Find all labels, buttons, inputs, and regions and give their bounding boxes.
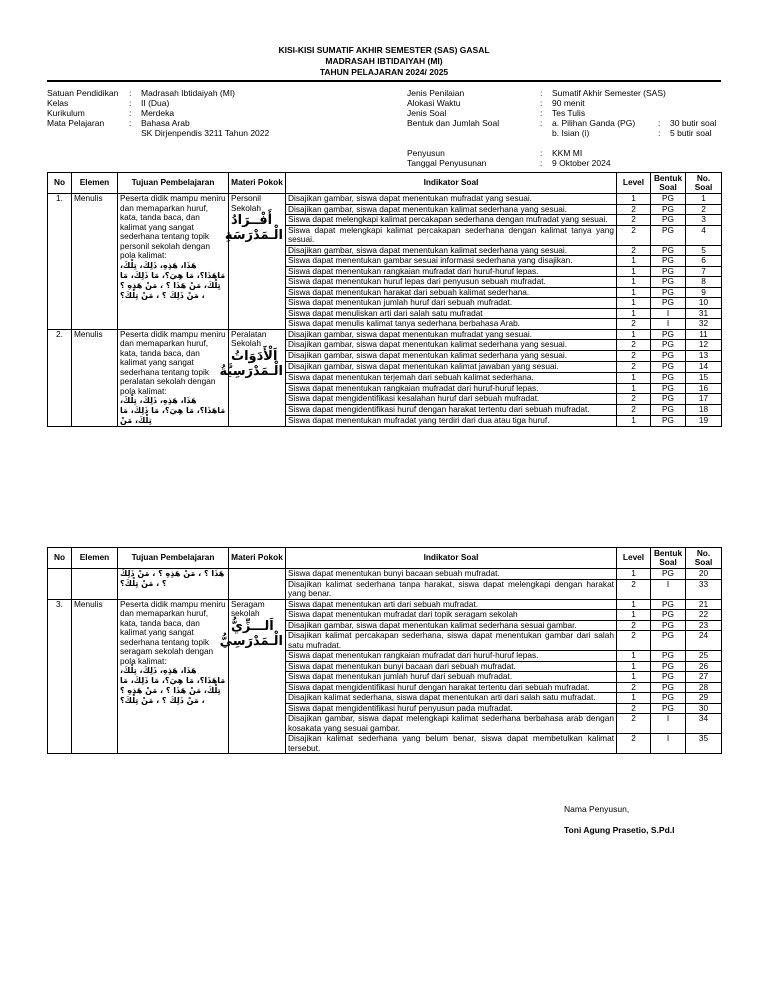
- info-value: Madrasah Ibtidaiyah (MI): [141, 88, 236, 98]
- info-sep2: :: [658, 128, 661, 138]
- tujuan-arabic-text: هَذَا ؟ ، مَنْ هَذِهِ ؟ ، مَنْ ذَلِكَ ؟ ، مَنْ تِلْكَ؟: [120, 569, 225, 588]
- level-cell: 2: [617, 631, 651, 651]
- level-cell: 2: [617, 394, 651, 405]
- bentuk-cell: PG: [651, 256, 686, 267]
- materi-arabic-text: اَلْأَدَوَاتُ الْـمَدْرَسِيَّةُ: [219, 348, 283, 379]
- indikator-cell: Disajikan gambar, siswa dapat menentukan kalimat sederhana yang sesuai.: [286, 245, 617, 256]
- info-row: [407, 98, 716, 108]
- nosoal-cell: 19: [686, 416, 722, 427]
- indikator-cell: Siswa dapat menentukan huruf lepas dari penyusun sebuah mufradat.: [286, 277, 617, 288]
- indikator-cell: Siswa dapat mengidentifikasi huruf dengan harakat tertentu dari sebuah mufradat.: [286, 405, 617, 416]
- info-sep: :: [129, 108, 132, 118]
- bentuk-cell: PG: [651, 361, 686, 372]
- nosoal-cell: 30: [686, 703, 722, 714]
- col-header-nosoal: No. Soal: [686, 548, 722, 569]
- level-cell: 1: [617, 194, 651, 205]
- nosoal-cell: 26: [686, 661, 722, 672]
- tujuan-arabic-text: هَذَا، هَذِهِ، ذَلِكَ، تِلْكَ، مَاهَذَا؟، مَا هِيَ؟، مَا ذَلِكَ، مَا تِلْكَ، مَنْ هَذَا ؟ ، مَنْ هَذِهِ ؟ ، مَنْ ذَلِكَ ؟ ، مَنْ تِلْكَ؟: [120, 260, 226, 300]
- kisi-table-page2: [47, 547, 722, 754]
- nosoal-cell: 17: [686, 394, 722, 405]
- bentuk-cell: PG: [651, 277, 686, 288]
- info-sep: :: [129, 88, 132, 98]
- level-cell: 2: [617, 405, 651, 416]
- table-row: [48, 194, 722, 205]
- level-cell: 2: [617, 319, 651, 330]
- col-header-materi: Materi Pokok: [229, 173, 286, 194]
- indikator-cell: Disajikan kalimat sederhana yang belum benar, siswa dapat membetulkan kalimat tersebut.: [286, 734, 617, 754]
- col-header-no: No: [48, 548, 72, 569]
- indikator-cell: Siswa dapat menentukan rangkaian mufradat dari huruf-huruf lepas.: [286, 266, 617, 277]
- indikator-cell: Siswa dapat menentukan arti dari sebuah mufradat.: [286, 599, 617, 610]
- bentuk-cell: PG: [651, 372, 686, 383]
- col-header-nosoal: No. Soal: [686, 173, 722, 194]
- col-header-elemen: Elemen: [72, 548, 118, 569]
- info-sep: :: [540, 148, 543, 158]
- materi-arabic-text: اَلـــزِّيُّ الْـمَدْرَسِيُّ: [219, 618, 283, 649]
- level-cell: 1: [617, 256, 651, 267]
- nosoal-cell: 9: [686, 287, 722, 298]
- indikator-cell: Siswa dapat menentukan rangkaian mufradat dari huruf-huruf lepas.: [286, 383, 617, 394]
- level-cell: 1: [617, 298, 651, 309]
- nosoal-cell: 20: [686, 569, 722, 580]
- bentuk-cell: PG: [651, 569, 686, 580]
- nosoal-cell: 6: [686, 256, 722, 267]
- info-row: [47, 108, 269, 118]
- indikator-cell: Siswa dapat mengidentifikasi huruf penyusun pada mufradat.: [286, 703, 617, 714]
- indikator-cell: Disajikan gambar, siswa dapat menentukan mufradat yang sesuai.: [286, 329, 617, 340]
- nosoal-cell: 10: [686, 298, 722, 309]
- info-label: Kelas: [47, 98, 69, 108]
- info-label: [47, 128, 129, 138]
- bentuk-cell: PG: [651, 405, 686, 416]
- nosoal-cell: 23: [686, 620, 722, 631]
- level-cell: 1: [617, 693, 651, 704]
- info-value: Merdeka: [141, 108, 175, 118]
- nosoal-cell: 24: [686, 631, 722, 651]
- info-value: SK Dirjenpendis 3211 Tahun 2022: [141, 128, 270, 138]
- materi-text: Seragam sekolah: [231, 598, 265, 618]
- tujuan-text: Peserta didik mampu meniru dan memaparkan huruf, kata, tanda baca, dan kalimat yang sangat sederhana tentang topik seragam sekolah dengan pola kalimat:: [120, 598, 226, 666]
- bentuk-cell: PG: [651, 599, 686, 610]
- info-value: Tes Tulis: [552, 108, 586, 118]
- info-row: [47, 118, 269, 128]
- nosoal-cell: 2: [686, 204, 722, 215]
- tujuan-cell: [118, 569, 229, 600]
- materi-cell: [224, 193, 286, 330]
- nosoal-cell: 4: [686, 225, 722, 245]
- col-header-tujuan: Tujuan Pembelajaran: [118, 173, 229, 194]
- info-label: Satuan Pendidikan: [47, 88, 119, 98]
- elemen-cell: [72, 569, 118, 600]
- info-sep: :: [540, 158, 543, 168]
- level-cell: 1: [617, 610, 651, 621]
- nosoal-cell: 12: [686, 340, 722, 351]
- info-value: Bahasa Arab: [141, 118, 190, 128]
- col-header-tujuan: Tujuan Pembelajaran: [118, 548, 229, 569]
- level-cell: 1: [617, 569, 651, 580]
- bentuk-cell: I: [651, 579, 686, 599]
- info-sep2: [658, 88, 670, 98]
- col-header-bentuk: Bentuk Soal: [651, 548, 686, 569]
- tujuan-cell: [118, 599, 229, 754]
- info-sep2: [658, 148, 670, 158]
- info-value: 9 Oktober 2024: [552, 158, 611, 168]
- indikator-cell: Disajikan kalimat sederhana tanpa harakat, siswa dapat melengkapi dengan harakat yang benar.: [286, 579, 617, 599]
- info-row: [407, 128, 716, 138]
- indikator-cell: Disajikan gambar, siswa dapat menentukan kalimat sederhana yang sesuai.: [286, 204, 617, 215]
- nosoal-cell: 28: [686, 682, 722, 693]
- level-cell: 2: [617, 714, 651, 734]
- bentuk-cell: PG: [651, 383, 686, 394]
- info-sep2: [658, 108, 670, 118]
- level-cell: 2: [617, 245, 651, 256]
- info-label: Kurikulum: [47, 108, 85, 118]
- bentuk-cell: I: [651, 714, 686, 734]
- info-row: [407, 148, 716, 158]
- bentuk-cell: PG: [651, 651, 686, 662]
- doc-title-line3: TAHUN PELAJARAN 2024/ 2025: [319, 67, 449, 77]
- col-header-indikator: Indikator Soal: [286, 548, 617, 569]
- indikator-cell: Siswa dapat mengidentifikasi kesalahan huruf dari sebuah mufradat.: [286, 394, 617, 405]
- indikator-cell: Siswa dapat menentukan jumlah huruf dari sebuah mufradat.: [286, 298, 617, 309]
- nosoal-cell: 27: [686, 672, 722, 683]
- info-sep2: [658, 98, 670, 108]
- level-cell: 2: [617, 215, 651, 226]
- bentuk-cell: PG: [651, 394, 686, 405]
- indikator-cell: Siswa dapat menuliskan arti dari salah satu mufradat: [286, 308, 617, 319]
- info-label: Mata Pelajaran: [47, 118, 105, 128]
- bentuk-cell: PG: [651, 351, 686, 362]
- bentuk-cell: PG: [651, 225, 686, 245]
- info-sep: [129, 128, 141, 138]
- col-header-indikator: Indikator Soal: [286, 173, 617, 194]
- col-header-materi: Materi Pokok: [229, 548, 286, 569]
- tujuan-text: Peserta didik mampu meniru dan memaparkan huruf, kata, tanda baca, dan kalimat yang sangat sederhana tentang topik personil sekolah dengan pola kalimat:: [120, 193, 226, 260]
- indikator-cell: Siswa dapat menentukan jumlah huruf dari sebuah mufradat.: [286, 672, 617, 683]
- nosoal-cell: 14: [686, 361, 722, 372]
- col-header-level: Level: [617, 548, 651, 569]
- materi-cell: [219, 328, 286, 427]
- table-row: [48, 329, 722, 340]
- info-sep: :: [540, 88, 543, 98]
- no-cell: 3.: [48, 599, 72, 754]
- bentuk-cell: PG: [651, 610, 686, 621]
- level-cell: 2: [617, 361, 651, 372]
- level-cell: 1: [617, 661, 651, 672]
- info-row: [407, 108, 716, 118]
- table-row: [48, 569, 722, 580]
- info-row: [407, 158, 716, 168]
- indikator-cell: Siswa dapat melengkapi kalimat percakapan sederhana dengan kalimat tanya yang sesuai.: [286, 225, 617, 245]
- indikator-cell: Siswa dapat melengkapi kalimat percakapan sederhana dengan mufradat yang sesuai.: [286, 215, 617, 226]
- no-cell: 1.: [48, 194, 72, 330]
- info-label: [407, 128, 540, 138]
- bentuk-cell: PG: [651, 672, 686, 683]
- info-label: Tanggal Penyusunan: [407, 158, 487, 168]
- bentuk-cell: PG: [651, 245, 686, 256]
- tujuan-arabic-text: هَذَا، هَذِهِ، ذَلِكَ، تِلْكَ، مَاهَذَا؟، مَا هِيَ؟، مَا ذَلِكَ، مَا تِلْكَ، مَنْ: [120, 396, 226, 425]
- bentuk-cell: PG: [651, 416, 686, 427]
- bentuk-cell: PG: [651, 661, 686, 672]
- tujuan-cell: [118, 194, 229, 330]
- indikator-cell: Siswa dapat menentukan harakat dari sebuah kalimat sederhana.: [286, 287, 617, 298]
- kisi-table-page1: [47, 172, 722, 427]
- nosoal-cell: 11: [686, 329, 722, 340]
- info-sep: :: [129, 118, 132, 128]
- info-extra: 30 butir soal: [670, 118, 717, 128]
- bentuk-cell: I: [651, 319, 686, 330]
- indikator-cell: Siswa dapat menentukan terjemah dari sebuah kalimat sederhana.: [286, 372, 617, 383]
- col-header-bentuk: Bentuk Soal: [651, 173, 686, 194]
- info-right: [407, 88, 716, 168]
- info-sep2: :: [658, 118, 661, 128]
- bentuk-cell: PG: [651, 340, 686, 351]
- tujuan-text: Peserta didik mampu meniru dan memaparkan huruf, kata, tanda baca, dan kalimat yang sangat sederhana tentang topik peralatan sekolah dengan pola kalimat:: [120, 328, 226, 396]
- info-sep: [540, 128, 552, 138]
- info-label: Jenis Penilaian: [407, 88, 465, 98]
- info-sep: :: [540, 98, 543, 108]
- level-cell: 2: [617, 351, 651, 362]
- bentuk-cell: PG: [651, 329, 686, 340]
- level-cell: 2: [617, 340, 651, 351]
- indikator-cell: Siswa dapat menentukan mufradat dari topik seragam sekolah: [286, 610, 617, 621]
- info-row: [407, 88, 716, 98]
- bentuk-cell: I: [651, 734, 686, 754]
- level-cell: 1: [617, 672, 651, 683]
- indikator-cell: Disajikan gambar, siswa dapat menentukan mufradat yang sesuai.: [286, 194, 617, 205]
- info-value: II (Dua): [141, 98, 170, 108]
- header-divider: [47, 80, 721, 82]
- info-row: [407, 118, 716, 128]
- info-sep: :: [540, 118, 543, 128]
- bentuk-cell: PG: [651, 298, 686, 309]
- level-cell: 2: [617, 204, 651, 215]
- elemen-cell: Menulis: [72, 194, 118, 330]
- info-sep2: [658, 158, 670, 168]
- level-cell: 1: [617, 599, 651, 610]
- info-value: a. Pilihan Ganda (PG): [552, 118, 636, 128]
- no-cell: 2.: [48, 329, 72, 427]
- info-extra: 5 butir soal: [670, 128, 712, 138]
- indikator-cell: Siswa dapat menentukan gambar sesuai informasi sederhana yang disajikan.: [286, 256, 617, 267]
- info-left: [47, 88, 269, 138]
- bentuk-cell: PG: [651, 620, 686, 631]
- nosoal-cell: 25: [686, 651, 722, 662]
- nosoal-cell: 15: [686, 372, 722, 383]
- bentuk-cell: PG: [651, 693, 686, 704]
- level-cell: 1: [617, 308, 651, 319]
- indikator-cell: Siswa dapat menentukan rangkaian mufradat dari huruf-huruf lepas.: [286, 651, 617, 662]
- level-cell: 2: [617, 579, 651, 599]
- bentuk-cell: PG: [651, 215, 686, 226]
- level-cell: 1: [617, 287, 651, 298]
- indikator-cell: Disajikan kalimat percakapan sederhana, siswa dapat menentukan gambar dari salah satu mufradat.: [286, 631, 617, 651]
- info-value: b. Isian (i): [552, 128, 590, 138]
- indikator-cell: Siswa dapat mengidentifikasi huruf dengan harakat tertentu dari sebuah mufradat.: [286, 682, 617, 693]
- bentuk-cell: PG: [651, 204, 686, 215]
- nosoal-cell: 33: [686, 579, 722, 599]
- doc-title-line2: MADRASAH IBTIDAIYAH (MI): [325, 56, 443, 66]
- nosoal-cell: 3: [686, 215, 722, 226]
- info-label: Jenis Soal: [407, 108, 447, 118]
- info-row: [47, 88, 269, 98]
- tujuan-cell: [118, 329, 229, 427]
- indikator-cell: Siswa dapat menulis kalimat tanya sederhana berbahasa Arab.: [286, 319, 617, 330]
- indikator-cell: Disajikan gambar, siswa dapat menentukan kalimat sederhana yang sesuai.: [286, 351, 617, 362]
- bentuk-cell: PG: [651, 631, 686, 651]
- nosoal-cell: 31: [686, 308, 722, 319]
- nosoal-cell: 1: [686, 194, 722, 205]
- nosoal-cell: 34: [686, 714, 722, 734]
- nosoal-cell: 13: [686, 351, 722, 362]
- elemen-cell: Menulis: [72, 329, 118, 427]
- info-sep: :: [540, 108, 543, 118]
- nosoal-cell: 32: [686, 319, 722, 330]
- nosoal-cell: 18: [686, 405, 722, 416]
- table-row: [48, 599, 722, 610]
- level-cell: 1: [617, 383, 651, 394]
- info-label: Bentuk dan Jumlah Soal: [407, 118, 500, 128]
- indikator-cell: Disajikan gambar, siswa dapat menentukan kalimat jawaban yang sesuai.: [286, 361, 617, 372]
- level-cell: 1: [617, 277, 651, 288]
- bentuk-cell: PG: [651, 703, 686, 714]
- materi-arabic-text: أَفْــرَادُ الْـمَدْرَسَةِ: [224, 213, 283, 243]
- materi-text: Personil Sekolah: [231, 193, 261, 213]
- bentuk-cell: I: [651, 308, 686, 319]
- bentuk-cell: PG: [651, 682, 686, 693]
- level-cell: 2: [617, 620, 651, 631]
- signature-name: Toni Agung Prasetio, S.Pd.I: [564, 825, 675, 835]
- level-cell: 1: [617, 266, 651, 277]
- info-row: [47, 128, 269, 138]
- elemen-cell: Menulis: [72, 599, 118, 754]
- info-row: [47, 98, 269, 108]
- signature-label: Nama Penyusun,: [564, 804, 630, 814]
- info-value: Sumatif Akhir Semester (SAS): [552, 88, 666, 98]
- materi-cell: [229, 569, 286, 600]
- indikator-cell: Disajikan gambar, siswa dapat menentukan kalimat sederhana yang sesuai.: [286, 340, 617, 351]
- col-header-no: No: [48, 173, 72, 194]
- nosoal-cell: 5: [686, 245, 722, 256]
- level-cell: 1: [617, 651, 651, 662]
- level-cell: 2: [617, 682, 651, 693]
- info-label: Penyusun: [407, 148, 445, 158]
- nosoal-cell: 21: [686, 599, 722, 610]
- no-cell: [48, 569, 72, 600]
- nosoal-cell: 22: [686, 610, 722, 621]
- indikator-cell: Disajikan gambar, siswa dapat melengkapi kalimat sederhana berbahasa arab dengan kosakata yang sesuai gambar.: [286, 714, 617, 734]
- level-cell: 2: [617, 703, 651, 714]
- level-cell: 2: [617, 225, 651, 245]
- info-value: 90 menit: [552, 98, 585, 108]
- nosoal-cell: 29: [686, 693, 722, 704]
- level-cell: 1: [617, 416, 651, 427]
- tujuan-arabic-text: هَذَا، هَذِهِ، ذَلِكَ، تِلْكَ، مَاهَذَا؟، مَا هِيَ؟، مَا ذَلِكَ، مَا تِلْكَ، مَنْ هَذَا ؟ ، مَنْ هَذِهِ ؟ ، مَنْ ذَلِكَ ؟ ، مَنْ تِلْكَ؟: [120, 666, 226, 705]
- info-value: KKM MI: [552, 148, 583, 158]
- indikator-cell: Siswa dapat menentukan bunyi bacaan dari sebuah mufradat.: [286, 661, 617, 672]
- info-sep: :: [129, 98, 132, 108]
- doc-title-line1: KISI-KISI SUMATIF AKHIR SEMESTER (SAS) GASAL: [278, 45, 490, 55]
- col-header-level: Level: [617, 173, 651, 194]
- level-cell: 1: [617, 372, 651, 383]
- indikator-cell: Siswa dapat menentukan mufradat yang terdiri dari dua atau tiga huruf.: [286, 416, 617, 427]
- nosoal-cell: 7: [686, 266, 722, 277]
- bentuk-cell: PG: [651, 287, 686, 298]
- bentuk-cell: PG: [651, 194, 686, 205]
- info-label: Alokasi Waktu: [407, 98, 461, 108]
- materi-text: Peralatan Sekolah: [231, 328, 267, 348]
- nosoal-cell: 16: [686, 383, 722, 394]
- nosoal-cell: 8: [686, 277, 722, 288]
- col-header-elemen: Elemen: [72, 173, 118, 194]
- indikator-cell: Siswa dapat menentukan bunyi bacaan sebuah mufradat.: [286, 569, 617, 580]
- level-cell: 1: [617, 329, 651, 340]
- bentuk-cell: PG: [651, 266, 686, 277]
- nosoal-cell: 35: [686, 734, 722, 754]
- materi-cell: [219, 598, 286, 754]
- indikator-cell: Disajikan kalimat sederhana, siswa dapat menentukan arti dari salah satu mufradat.: [286, 693, 617, 704]
- indikator-cell: Disajikan gambar, siswa dapat menentukan kalimat sederhana sesuai gambar.: [286, 620, 617, 631]
- level-cell: 2: [617, 734, 651, 754]
